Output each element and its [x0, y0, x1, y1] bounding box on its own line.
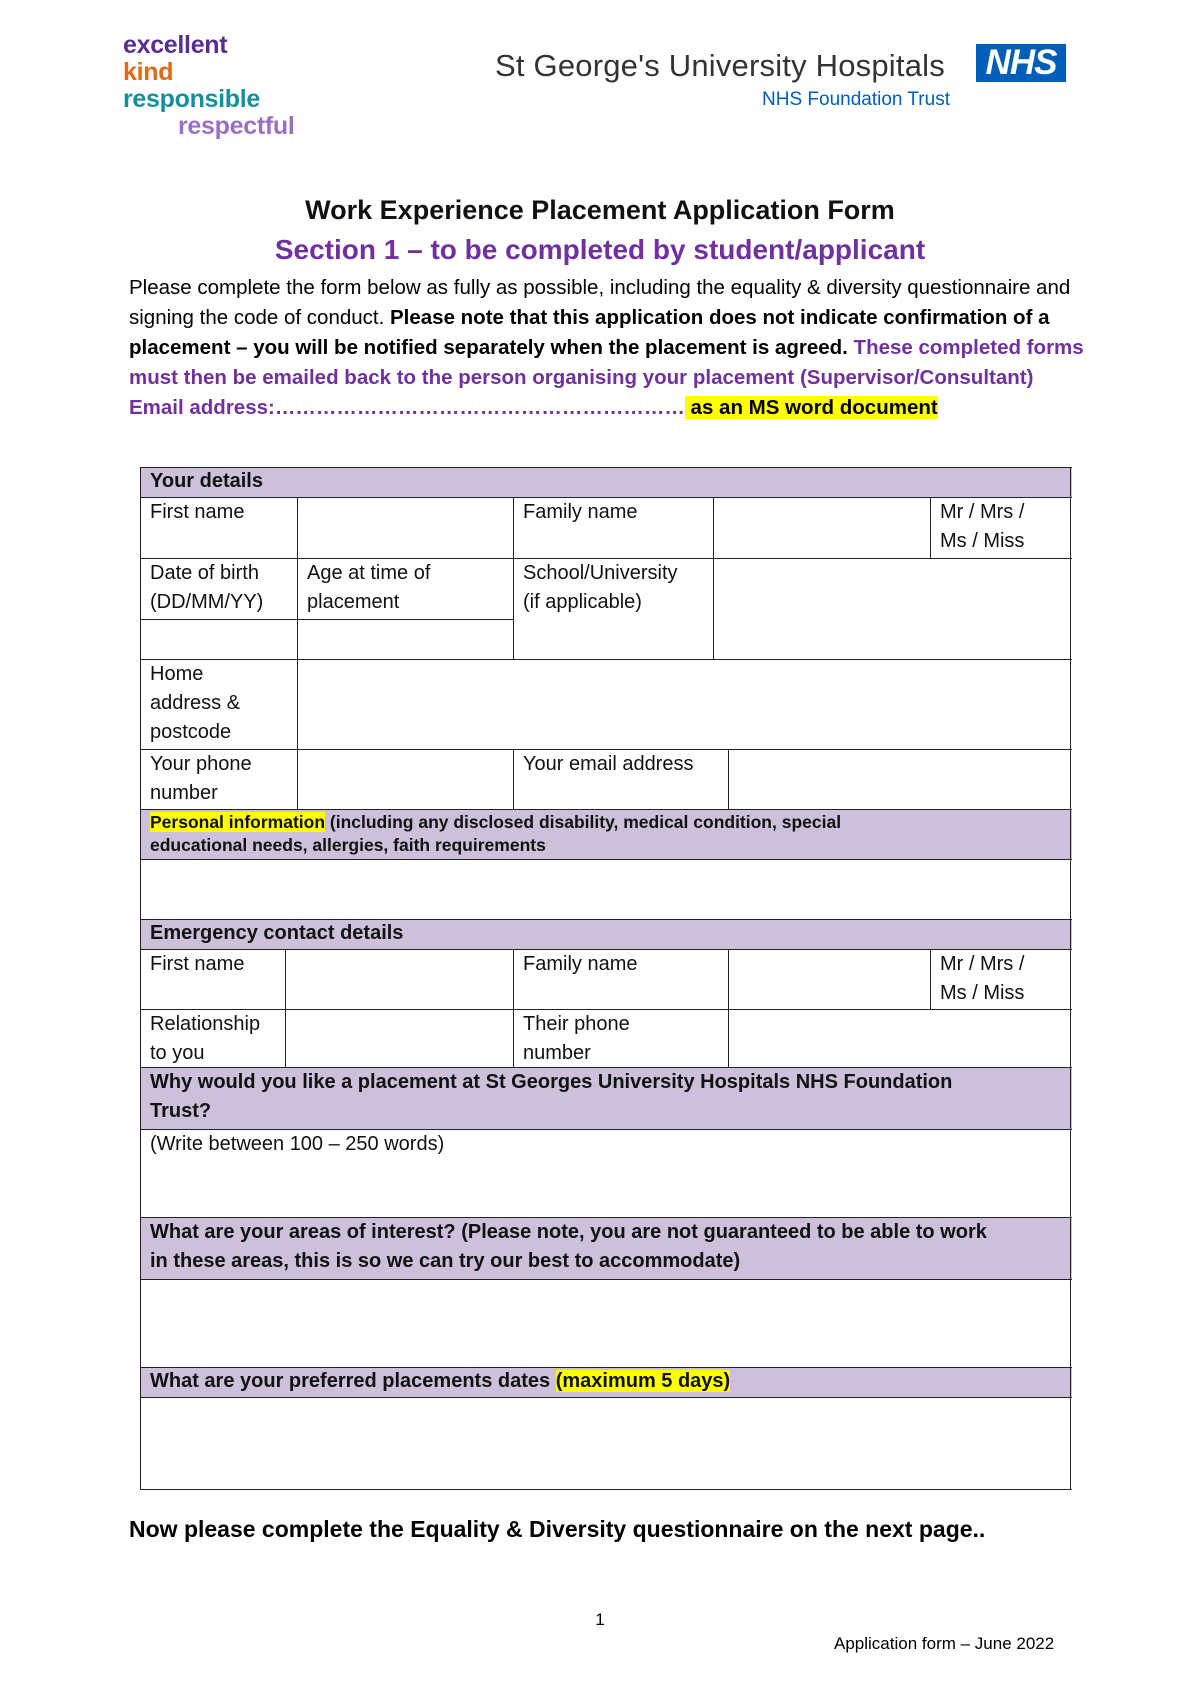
school-label-line1: School/University: [523, 562, 678, 584]
rule: [140, 619, 513, 620]
why-heading-line1: Why would you like a placement at St Georges University Hospitals NHS Foundation: [150, 1071, 953, 1093]
dob-label-line2: (DD/MM/YY): [150, 591, 264, 613]
emergency-title-line1: Mr / Mrs /: [940, 953, 1025, 975]
emergency-family-name-label: Family name: [523, 953, 638, 975]
rule: [513, 949, 514, 1067]
rule: [140, 659, 1072, 660]
intro-text-4: as an MS word document: [684, 396, 938, 419]
rule: [1070, 467, 1071, 1490]
phone-label-line1: Your phone: [150, 753, 252, 775]
trust-name: St George's University Hospitals: [495, 48, 945, 83]
rule: [140, 809, 1072, 810]
rule: [140, 1489, 1072, 1490]
value-excellent: excellent: [123, 31, 228, 59]
emergency-heading: Emergency contact details: [150, 922, 404, 944]
why-heading-line2: Trust?: [150, 1100, 212, 1122]
page-title: Work Experience Placement Application Form: [305, 195, 895, 225]
home-label-line3: postcode: [150, 721, 232, 743]
home-label-line2: address &: [150, 692, 241, 714]
intro-text-2: Please note that this application does not indicate confirmation of a placement – you will be notified separately when the placement is agreed.: [129, 306, 1050, 359]
rule: [297, 497, 298, 659]
their-phone-label-line2: number: [523, 1042, 591, 1064]
their-phone-label-line1: Their phone: [523, 1013, 630, 1035]
why-word-count-note: (Write between 100 – 250 words): [150, 1133, 445, 1155]
age-label-line2: placement: [307, 591, 400, 613]
rule: [140, 467, 1072, 468]
rule: [297, 659, 298, 809]
application-form: [140, 467, 1072, 1491]
values-logo: [123, 32, 294, 140]
rule: [513, 497, 514, 659]
rule: [285, 949, 286, 1067]
emergency-title-line2: Ms / Miss: [940, 982, 1025, 1004]
personal-info-line1: [150, 811, 841, 834]
personal-info-line2: educational needs, allergies, faith requirements: [150, 835, 546, 855]
your-details-heading: Your details: [150, 470, 263, 492]
intro-paragraph: [129, 273, 1084, 423]
value-kind: kind: [123, 58, 174, 86]
intro-text-3: These completed forms must then be emailed back to the person organising your placement (Supervisor/Consultant) Email address:……………………………………………………: [129, 336, 1084, 419]
footer-version: Application form – June 2022: [834, 1634, 1055, 1653]
first-name-label: First name: [150, 501, 245, 523]
intro-text-1: Please complete the form below as fully as possible, including the equality & diversity questionnaire and signing the code of conduct.: [129, 276, 1071, 329]
rule: [728, 949, 729, 1067]
page-number: 1: [595, 1610, 605, 1629]
dob-label-line1: Date of birth: [150, 562, 259, 584]
rule: [728, 749, 729, 809]
rule: [140, 859, 1072, 860]
school-label-line2: (if applicable): [523, 591, 642, 613]
rule: [140, 1279, 1072, 1280]
relationship-label-line1: Relationship: [150, 1013, 261, 1035]
interest-heading-line1: What are your areas of interest? (Please note, you are not guaranteed to be able to work: [150, 1221, 987, 1243]
dates-heading: [150, 1367, 730, 1396]
value-respectful: respectful: [178, 112, 295, 140]
email-label: Your email address: [523, 753, 694, 775]
home-label-line1: Home: [150, 663, 204, 685]
rule: [513, 749, 514, 809]
title-options-line1: Mr / Mrs /: [940, 501, 1025, 523]
nhs-logo: NHS: [976, 44, 1066, 82]
emergency-first-name-label: First name: [150, 953, 245, 975]
interest-heading-line2: in these areas, this is so we can try our best to accommodate): [150, 1250, 741, 1272]
rule: [930, 497, 931, 558]
dates-max-highlight: (maximum 5 days): [555, 1370, 731, 1392]
family-name-label: Family name: [523, 501, 638, 523]
next-page-note: Now please complete the Equality & Diversity questionnaire on the next page..: [129, 1516, 986, 1542]
rule: [713, 497, 714, 659]
shade-your-details: [140, 467, 1072, 497]
rule: [930, 949, 931, 1009]
trust-subtitle: NHS Foundation Trust: [762, 89, 950, 110]
rule: [140, 467, 141, 1490]
age-label-line1: Age at time of: [307, 562, 431, 584]
dates-label: What are your preferred placements dates: [150, 1370, 556, 1392]
relationship-label-line2: to you: [150, 1042, 205, 1064]
phone-label-line2: number: [150, 782, 218, 804]
rule: [140, 1397, 1072, 1398]
title-options-line2: Ms / Miss: [940, 530, 1025, 552]
personal-info-rest: (including any disclosed disability, medical condition, special: [325, 812, 842, 832]
value-responsible: responsible: [123, 85, 261, 113]
section-subtitle: Section 1 – to be completed by student/applicant: [274, 234, 926, 265]
personal-info-highlight: Personal information: [150, 812, 326, 832]
